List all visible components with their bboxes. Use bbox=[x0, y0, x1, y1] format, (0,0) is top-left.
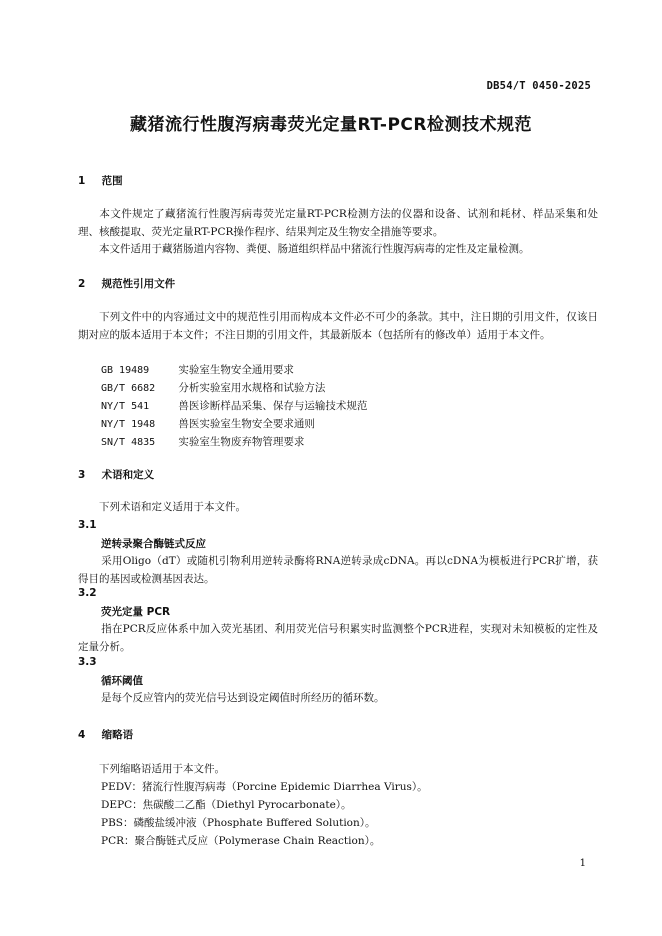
paragraph-abbreviations-intro bbox=[78, 760, 598, 778]
reference-code: GB/T 6682 bbox=[101, 383, 156, 394]
section-heading-terms bbox=[78, 467, 154, 482]
term-name: 荧光定量 PCR bbox=[101, 606, 171, 618]
term-number: 3.3 bbox=[78, 656, 97, 668]
section-number: 3 bbox=[78, 469, 86, 481]
term-name: 逆转录聚合酶链式反应 bbox=[101, 538, 206, 550]
section-title: 缩略语 bbox=[101, 729, 134, 741]
paragraph-text: 本文件规定了藏猪流行性腹泻病毒荧光定量RT-PCR检测方法的仪器和设备、试剂和耗材、样品采集和处理、核酸提取、荧光定量RT-PCR操作程序、结果判定及生物安全措施等要求。 bbox=[78, 208, 598, 238]
reference-name: 分析实验室用水规格和试验方法 bbox=[178, 382, 326, 394]
section-number: 1 bbox=[78, 175, 86, 187]
section-heading-abbreviations bbox=[78, 727, 133, 742]
reference-item bbox=[101, 397, 367, 416]
reference-code: SN/T 4835 bbox=[101, 437, 156, 448]
paragraph-scope-1 bbox=[78, 205, 598, 241]
term-name: 循环阈值 bbox=[101, 675, 143, 687]
definition-text: 指在PCR反应体系中加入荧光基团、利用荧光信号积累实时监测整个PCR进程，实现对未知模板的定性及定量分析。 bbox=[78, 623, 598, 653]
term-number: 3.1 bbox=[78, 519, 97, 531]
standard-code: DB54/T 0450-2025 bbox=[486, 80, 591, 92]
abbreviation-item: DEPC：焦碳酸二乙酯（Diethyl Pyrocarbonate）。 bbox=[101, 799, 352, 811]
reference-code: NY/T 541 bbox=[101, 401, 150, 412]
section-title: 范围 bbox=[101, 175, 123, 187]
reference-name: 实验室生物安全通用要求 bbox=[178, 364, 294, 376]
abbreviation-item: PEDV：猪流行性腹泻病毒（Porcine Epidemic Diarrhea Virus）。 bbox=[101, 781, 428, 793]
reference-item bbox=[101, 361, 294, 380]
paragraph-text: 下列缩略语适用于本文件。 bbox=[99, 763, 225, 775]
definition-text: 采用Oligo（dT）或随机引物利用逆转录酶将RNA逆转录成cDNA。再以cDNA为模板进行PCR扩增，获得目的基因或检测基因表达。 bbox=[78, 555, 598, 585]
paragraph-terms-intro bbox=[78, 498, 598, 516]
reference-item bbox=[101, 379, 325, 398]
reference-name: 实验室生物废弃物管理要求 bbox=[178, 436, 305, 448]
reference-name: 兽医实验室生物安全要求通则 bbox=[178, 418, 315, 430]
term-definition bbox=[78, 552, 598, 588]
term-definition bbox=[78, 689, 598, 707]
abbreviation-item: PCR：聚合酶链式反应（Polymerase Chain Reaction）。 bbox=[101, 835, 381, 847]
section-number: 4 bbox=[78, 729, 86, 741]
reference-code: NY/T 1948 bbox=[101, 419, 156, 430]
term-number: 3.2 bbox=[78, 587, 97, 599]
page-number: 1 bbox=[579, 858, 586, 869]
document-title: 藏猪流行性腹泻病毒荧光定量RT-PCR检测技术规范 bbox=[129, 115, 532, 135]
reference-item bbox=[101, 415, 315, 434]
reference-item bbox=[101, 433, 304, 452]
reference-name: 兽医诊断样品采集、保存与运输技术规范 bbox=[178, 400, 368, 412]
paragraph-text: 下列文件中的内容通过文中的规范性引用而构成本文件必不可少的条款。其中，注日期的引用文件，仅该日期对应的版本适用于本文件；不注日期的引用文件，其最新版本（包括所有的修改单）适用于本文件。 bbox=[78, 311, 598, 341]
reference-code: GB 19489 bbox=[101, 365, 150, 376]
term-definition bbox=[78, 620, 598, 656]
section-heading-normative-references bbox=[78, 276, 175, 291]
paragraph-text: 本文件适用于藏猪肠道内容物、粪便、肠道组织样品中猪流行性腹泻病毒的定性及定量检测。 bbox=[99, 243, 530, 255]
section-title: 术语和定义 bbox=[101, 469, 155, 481]
paragraph-text: 下列术语和定义适用于本文件。 bbox=[99, 501, 246, 513]
paragraph-scope-2 bbox=[78, 240, 598, 258]
paragraph-references-intro bbox=[78, 308, 598, 344]
definition-text: 是每个反应管内的荧光信号达到设定阈值时所经历的循环数。 bbox=[101, 692, 385, 704]
abbreviation-item: PBS：磷酸盐缓冲液（Phosphate Buffered Solution）。 bbox=[101, 817, 376, 829]
section-heading-scope bbox=[78, 173, 123, 188]
section-number: 2 bbox=[78, 278, 86, 290]
section-title: 规范性引用文件 bbox=[101, 278, 176, 290]
